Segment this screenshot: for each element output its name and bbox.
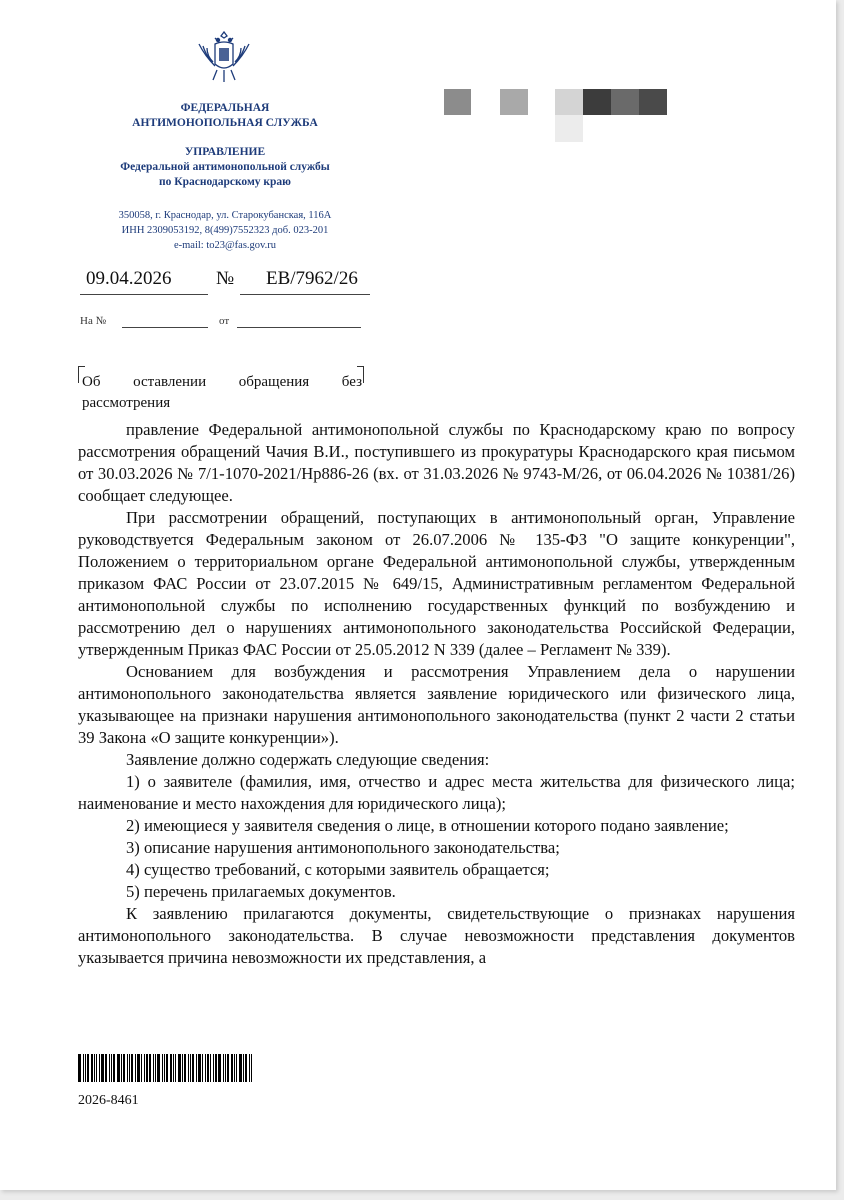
barcode-stripe [245,1054,247,1082]
barcode-stripe [188,1054,189,1082]
barcode-stripe [225,1054,226,1082]
barcode-stripe [234,1054,235,1082]
barcode-stripe [227,1054,229,1082]
barcode-stripe [135,1054,136,1082]
dept-line-2: Федеральной антимонопольной службы [120,161,330,173]
barcode-stripe [173,1054,174,1082]
barcode-stripe [141,1054,142,1082]
address-line-3: e-mail: to23@fas.gov.ru [173,240,276,251]
barcode-stripe [117,1054,120,1082]
barcode-stripe [175,1054,176,1082]
barcode-stripe [144,1054,145,1082]
barcode-stripe [113,1054,115,1082]
barcode-stripe [101,1054,104,1082]
number-sign: № [216,268,235,289]
date-underline [80,294,208,295]
body-list-item: 4) существо требований, с которыми заявитель обращается; [126,860,550,879]
barcode-stripe [207,1054,209,1082]
letter-body [78,419,795,969]
body-paragraph: Заявление должно содержать следующие сведения: [126,750,490,769]
organization-name [80,101,370,131]
barcode-stripe [91,1054,93,1082]
registration-date: 09.04.2026 [86,268,172,289]
barcode-stripe [236,1054,237,1082]
barcode-stripe [87,1054,89,1082]
barcode-stripe [109,1054,110,1082]
barcode-stripe [182,1054,183,1082]
barcode-stripe [170,1054,172,1082]
body-list-item: 2) имеющиеся у заявителя сведения о лице, в отношении которого подано заявление; [126,816,729,835]
barcode-stripe [202,1054,203,1082]
barcode-stripe [131,1054,133,1082]
barcode-stripe [153,1054,154,1082]
barcode-stripe [111,1054,112,1082]
barcode-stripe [127,1054,128,1082]
barcode-stripe [123,1054,125,1082]
barcode-stripe [213,1054,214,1082]
body-list-item: 1) о заявителе (фамилия, имя, отчество и адрес места жительства для физического лица; наименование и место нахождения для юридического лица); [78,772,795,813]
barcode-stripe [231,1054,233,1082]
barcode-stripe [192,1054,194,1082]
dept-line-1: УПРАВЛЕНИЕ [184,146,266,158]
barcode-stripe [166,1054,168,1082]
barcode-stripe [164,1054,165,1082]
barcode-stripe [196,1054,197,1082]
barcode-stripe [190,1054,191,1082]
barcode-stripe [210,1054,211,1082]
document-code: 2026-8461 [78,1093,139,1108]
from-underline [237,327,361,328]
barcode-stripe [78,1054,81,1082]
body-paragraph: К заявлению прилагаются документы, свидетельствующие о признаках нарушения антимонопольного законодательства. В случае невозможности представления документов указывается причина невозможности их представления, а [78,904,795,967]
barcode-icon [78,1054,253,1082]
barcode-stripe [162,1054,163,1082]
body-list-item: 3) описание нарушения антимонопольного законодательства; [126,838,560,857]
department-address [80,208,370,253]
barcode-stripe [249,1054,250,1082]
barcode-stripe [96,1054,97,1082]
barcode-stripe [146,1054,148,1082]
body-paragraph: Основанием для возбуждения и рассмотрения Управлением дела о нарушении антимонопольного законодательства является заявление юридического или физического лица, указывающее на признаки нарушения антимонопольного законодательства (пункт 2 части 2 статьи 39 Закона «О защите конкуренции»). [78,662,795,747]
coat-of-arms-icon [193,26,255,88]
department-name [80,145,370,190]
body-list-item: 5) перечень прилагаемых документов. [126,882,396,901]
barcode-stripe [121,1054,122,1082]
org-line-1: ФЕДЕРАЛЬНАЯ [180,102,270,114]
barcode-stripe [83,1054,84,1082]
barcode-stripe [239,1054,242,1082]
address-line-1: 350058, г. Краснодар, ул. Старокубанская, 116А [118,210,332,221]
barcode-stripe [129,1054,130,1082]
barcode-stripe [157,1054,160,1082]
org-line-2: АНТИМОНОПОЛЬНАЯ СЛУЖБА [132,117,318,129]
barcode-stripe [99,1054,100,1082]
barcode-stripe [243,1054,244,1082]
barcode-stripe [137,1054,140,1082]
number-underline [240,294,370,295]
barcode-stripe [94,1054,95,1082]
barcode-stripe [198,1054,201,1082]
barcode-stripe [218,1054,221,1082]
barcode-stripe [251,1054,252,1082]
barcode-stripe [184,1054,186,1082]
body-paragraph: При рассмотрении обращений, поступающих в антимонопольный орган, Управление руководствуется Федеральным законом от 26.07.2006 № 135-ФЗ "О защите конкуренции", Положением о территориальном органе Федеральной антимонопольной службы, утвержденным приказом ФАС России от 23.07.2015 № 649/15, Административным регламентом Федеральной антимонопольной службы по исполнению государственных функций по возбуждению и рассмотрению дел о нарушениях антимонопольного законодательства Российской Федерации, утвержденным Приказ ФАС России от 25.05.2012 N 339 (далее – Регламент № 339). [78,508,795,659]
barcode-stripe [205,1054,206,1082]
barcode-stripe [178,1054,181,1082]
barcode-stripe [155,1054,156,1082]
address-line-2: ИНН 2309053192, 8(499)7552323 доб. 023-201 [121,225,329,236]
barcode-stripe [223,1054,224,1082]
barcode-stripe [149,1054,151,1082]
from-label: от [219,315,230,327]
barcode-stripe [85,1054,86,1082]
barcode-stripe [215,1054,217,1082]
body-paragraph: правление Федеральной антимонопольной службы по Краснодарскому краю по вопросу рассмотрения обращений Чачия В.И., поступившего из прокуратуры Краснодарского края письмом от 30.03.2026 № 7/1-1070-2021/Нр886-26 (вх. от 31.03.2026 № 9743-М/26, от 06.04.2026 № 10381/26) сообщает следующее. [78,420,795,505]
reply-to-underline [122,327,208,328]
registration-number: ЕВ/7962/26 [266,268,358,289]
dept-line-3: по Краснодарскому краю [159,176,291,188]
letter-subject: Об оставлении обращения без рассмотрения [82,374,362,411]
barcode-stripe [105,1054,107,1082]
reply-to-label: На № [80,315,107,327]
